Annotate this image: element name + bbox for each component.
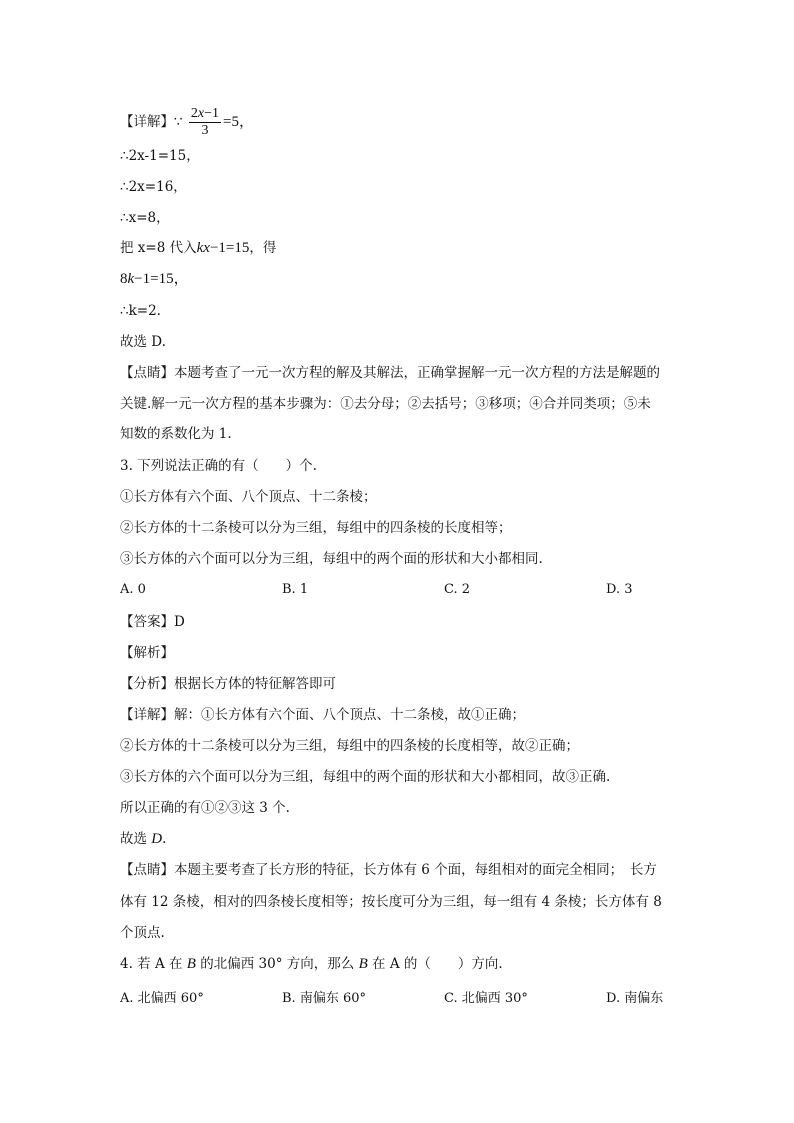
step-4: ∴k=2. [120, 303, 161, 319]
q3-choose: 故选 D. [120, 831, 167, 847]
q4-option-c: C. 北偏西 30° [444, 991, 528, 1006]
fraction-denominator: 3 [201, 123, 209, 138]
q3-option-b: B. 1 [282, 582, 309, 597]
q3-option-d: D. 3 [606, 582, 633, 597]
fraction [189, 106, 221, 139]
question-3-statement-3: ③长方体的六个面可以分为三组，每组中的两个面的形状和大小都相同. [120, 551, 543, 567]
q3-answer: 【答案】D [120, 614, 185, 630]
q3-option-a: A. 0 [120, 582, 146, 597]
because-symbol: ∵ [174, 114, 183, 130]
q3-note-1: 【点睛】本题主要考查了长方形的特征，长方体有 6 个面，每组相对的面完全相同； 长方 [120, 862, 657, 878]
q4-option-a: A. 北偏西 60° [120, 991, 204, 1006]
q4-option-b: B. 南偏东 60° [282, 991, 366, 1006]
equation-8k: 8k−1=15， [120, 271, 189, 287]
note-line-3: 知数的系数化为 1. [120, 426, 232, 442]
q4-option-d: D. 南偏东 [606, 991, 664, 1006]
note-line-1: 【点睛】本题考查了一元一次方程的解及其解法，正确掌握解一元一次方程的方法是解题的 [120, 365, 660, 381]
step-3: ∴x=8， [120, 210, 170, 226]
q3-detail-2: ②长方体的十二条棱可以分为三组，每组中的四条棱的长度相等，故②正确； [120, 738, 579, 754]
question-3-statement-2: ②长方体的十二条棱可以分为三组，每组中的四条棱的长度相等； [120, 520, 512, 536]
detail-line [120, 106, 254, 139]
step-2: ∴2x=16， [120, 179, 187, 195]
q3-fenxi: 【分析】根据长方体的特征解答即可 [120, 676, 336, 692]
substitute-line: 把 x=8 代入kx−1=15，得 [120, 240, 277, 256]
choose-answer: 故选 D. [120, 334, 166, 350]
q3-detail-3: ③长方体的六个面可以分为三组，每组中的两个面的形状和大小都相同，故③正确. [120, 769, 611, 785]
q3-option-c: C. 2 [444, 582, 471, 597]
q3-detail-4: 所以正确的有①②③这 3 个. [120, 800, 290, 816]
question-3-statement-1: ①长方体有六个面、八个顶点、十二条棱； [120, 489, 377, 505]
q3-detail-1: 【详解】解：①长方体有六个面、八个顶点、十二条棱，故①正确； [120, 707, 525, 723]
fraction-numerator: 2x−1 [190, 106, 220, 121]
question-4-stem: 4. 若 A 在 B 的北偏西 30° 方向，那么 B 在 A 的（ ）方向. [120, 956, 503, 972]
note-line-2: 关键.解一元一次方程的基本步骤为：①去分母；②去括号；③移项；④合并同类项；⑤未 [120, 396, 651, 412]
q3-note-3: 个顶点. [120, 925, 165, 941]
detail-tag: 【详解】 [120, 114, 174, 130]
step-1: ∴2x-1=15， [120, 148, 200, 164]
fraction-rhs: =5， [223, 114, 254, 130]
question-3-stem: 3. 下列说法正确的有（ ）个. [120, 458, 317, 474]
q3-analysis-heading: 【解析】 [120, 645, 174, 661]
q3-note-2: 体有 12 条棱，相对的四条棱长度相等；按长度可分为三组，每一组有 4 条棱；长方体有 8 [120, 894, 662, 910]
